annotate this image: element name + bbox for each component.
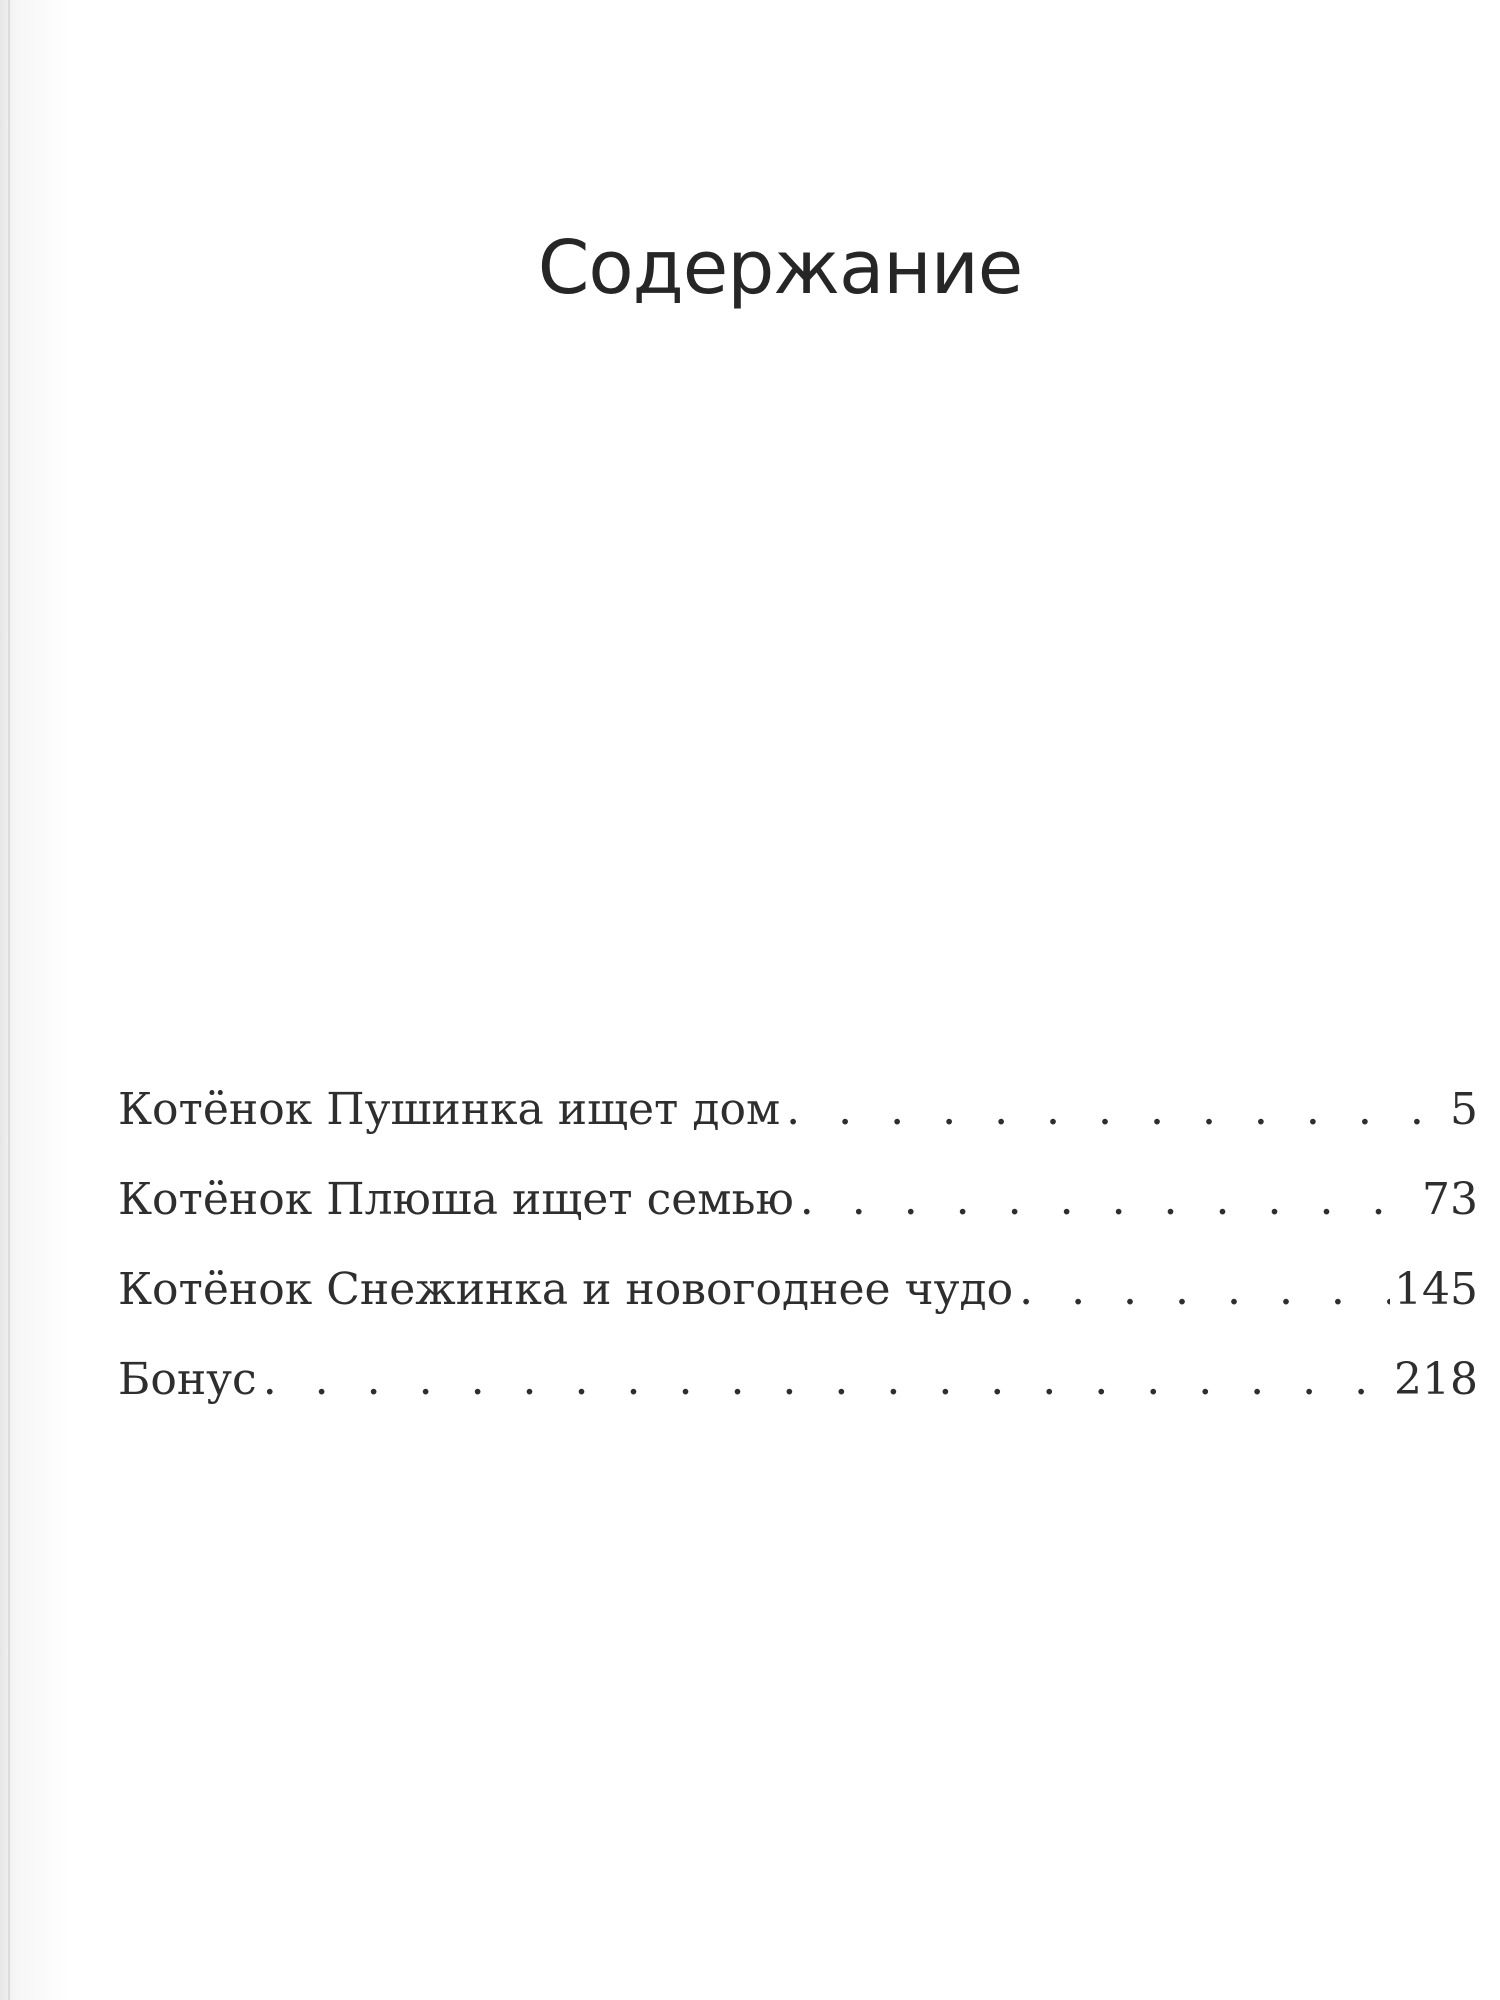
- toc-entry-title: Котёнок Пушинка ищет дом: [118, 1084, 781, 1135]
- page-title: Содержание: [537, 225, 1023, 311]
- toc-entry-page: 145: [1394, 1264, 1478, 1315]
- toc-entry-page: 5: [1450, 1084, 1478, 1135]
- toc-entry: [118, 1245, 1478, 1335]
- toc-entry-title: Котёнок Плюша ищет семью: [118, 1174, 794, 1225]
- toc-entry-page: 218: [1394, 1354, 1478, 1405]
- toc-entry-page: 73: [1422, 1174, 1478, 1225]
- toc-entry-title: Бонус: [118, 1354, 257, 1405]
- toc-entry: [118, 1155, 1478, 1245]
- toc-leader-dots: [263, 1335, 1390, 1425]
- toc-leader-dots: [1019, 1245, 1390, 1335]
- toc-entry: [118, 1065, 1478, 1155]
- toc-entry: [118, 1335, 1478, 1425]
- toc-entry-title: Котёнок Снежинка и новогоднее чудо: [118, 1264, 1014, 1315]
- toc-leader-dots: [786, 1065, 1446, 1155]
- toc-leader-dots: [800, 1155, 1418, 1245]
- table-of-contents: [118, 1065, 1478, 1425]
